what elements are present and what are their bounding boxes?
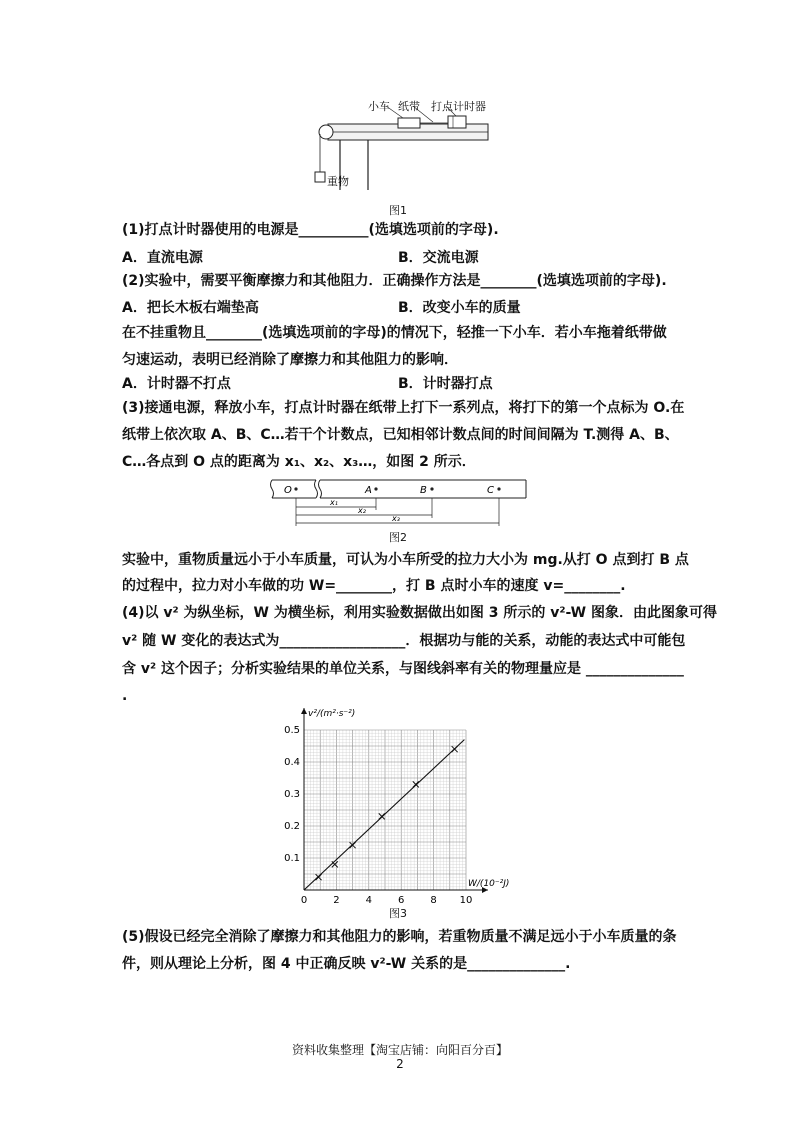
page-number: 2: [396, 1057, 404, 1071]
figure1-label-tape: 纸带: [398, 100, 420, 113]
q4-line-3: 含 v² 这个因子；分析实验结果的单位关系，与图线斜率有关的物理量应是 ______________: [122, 661, 684, 677]
figure2-point-c: C: [487, 485, 494, 496]
y-tick-label: 0.1: [284, 853, 300, 864]
q4-line-4: .: [122, 688, 128, 704]
y-tick-label: 0.2: [284, 821, 300, 832]
q2-option-b2: B．计时器打点: [398, 376, 493, 392]
q3-line-5: 的过程中，拉力对小车做的功 W=________，打 B 点时小车的速度 v=________.: [122, 578, 626, 594]
figure3-chart: [270, 702, 530, 914]
x-axis-label: W/(10⁻²J): [468, 879, 510, 889]
q2-stem: (2)实验中，需要平衡摩擦力和其他阻力．正确操作方法是________(选填选项前的字母).: [122, 273, 667, 289]
figure3-caption: 图3: [389, 907, 407, 920]
q3-line-3: C…各点到 O 点的距离为 x₁、x₂、x₃…，如图 2 所示．: [122, 454, 476, 470]
figure2-caption: 图2: [389, 531, 407, 544]
x-tick-label: 8: [430, 895, 437, 906]
figure1-caption: 图1: [389, 204, 407, 217]
y-tick-label: 0.4: [284, 757, 300, 768]
x-tick-label: 6: [398, 895, 405, 906]
figure1-label-timer: 打点计时器: [431, 100, 486, 113]
y-tick-label: 0.3: [284, 789, 300, 800]
x-tick-label: 0: [300, 895, 308, 906]
figure2-dim-x2: x₂: [358, 506, 366, 515]
figure2-point-a: A: [365, 485, 372, 496]
q2-option-a2: A．计时器不打点: [122, 376, 231, 392]
q1-option-b: B．交流电源: [398, 250, 479, 266]
x-tick-label: 2: [333, 895, 340, 906]
footer-text: 资料收集整理【淘宝店铺：向阳百分百】: [291, 1043, 508, 1057]
q3-line-4: 实验中，重物质量远小于小车质量，可认为小车所受的拉力大小为 mg.从打 O 点到打 B 点: [122, 552, 689, 568]
y-axis-arrow: [301, 708, 307, 714]
q1-stem: (1)打点计时器使用的电源是__________(选填选项前的字母).: [122, 222, 499, 238]
q1-option-a: A．直流电源: [122, 250, 203, 266]
q3-line-2: 纸带上依次取 A、B、C…若干个计数点，已知相邻计数点间的时间间隔为 T.测得 A、B、: [122, 427, 679, 443]
q3-line-1: (3)接通电源，释放小车，打点计时器在纸带上打下一系列点，将打下的第一个点标为 O.在: [122, 400, 685, 416]
x-tick-label: 4: [365, 895, 372, 906]
figure1-label-cart: 小车: [368, 100, 390, 113]
x-tick-label: 10: [459, 895, 473, 906]
q5-line-1: (5)假设已经完全消除了摩擦力和其他阻力的影响，若重物质量不满足远小于小车质量的条: [122, 929, 677, 945]
q4-line-2: v² 随 W 变化的表达式为__________________．根据功与能的关系，动能的表达式中可能包: [122, 633, 686, 649]
figure2-dim-x3: x₃: [392, 514, 400, 523]
figure2-tape: [268, 476, 530, 528]
figure2-point-o: O: [284, 485, 292, 496]
figure2-point-b: B: [420, 485, 427, 496]
q2-option-b: B．改变小车的质量: [398, 300, 521, 316]
q2-option-a: A．把长木板右端垫高: [122, 300, 259, 316]
figure2-dim-x1: x₁: [330, 498, 338, 507]
y-tick-label: 0.5: [284, 725, 300, 736]
figure1-label-weight: 重物: [327, 175, 349, 188]
q4-line-1: (4)以 v² 为纵坐标，W 为横坐标，利用实验数据做出如图 3 所示的 v²-W 图象．由此图象可得: [122, 605, 717, 621]
q2-continuation-2: 匀速运动，表明已经消除了摩擦力和其他阻力的影响．: [122, 352, 458, 368]
y-axis-label: v²/(m²·s⁻²): [308, 709, 356, 719]
q5-line-2: 件，则从理论上分析，图 4 中正确反映 v²-W 关系的是______________.: [122, 956, 571, 972]
q2-continuation-1: 在不挂重物且________(选填选项前的字母)的情况下，轻推一下小车．若小车拖着纸带做: [122, 325, 667, 341]
